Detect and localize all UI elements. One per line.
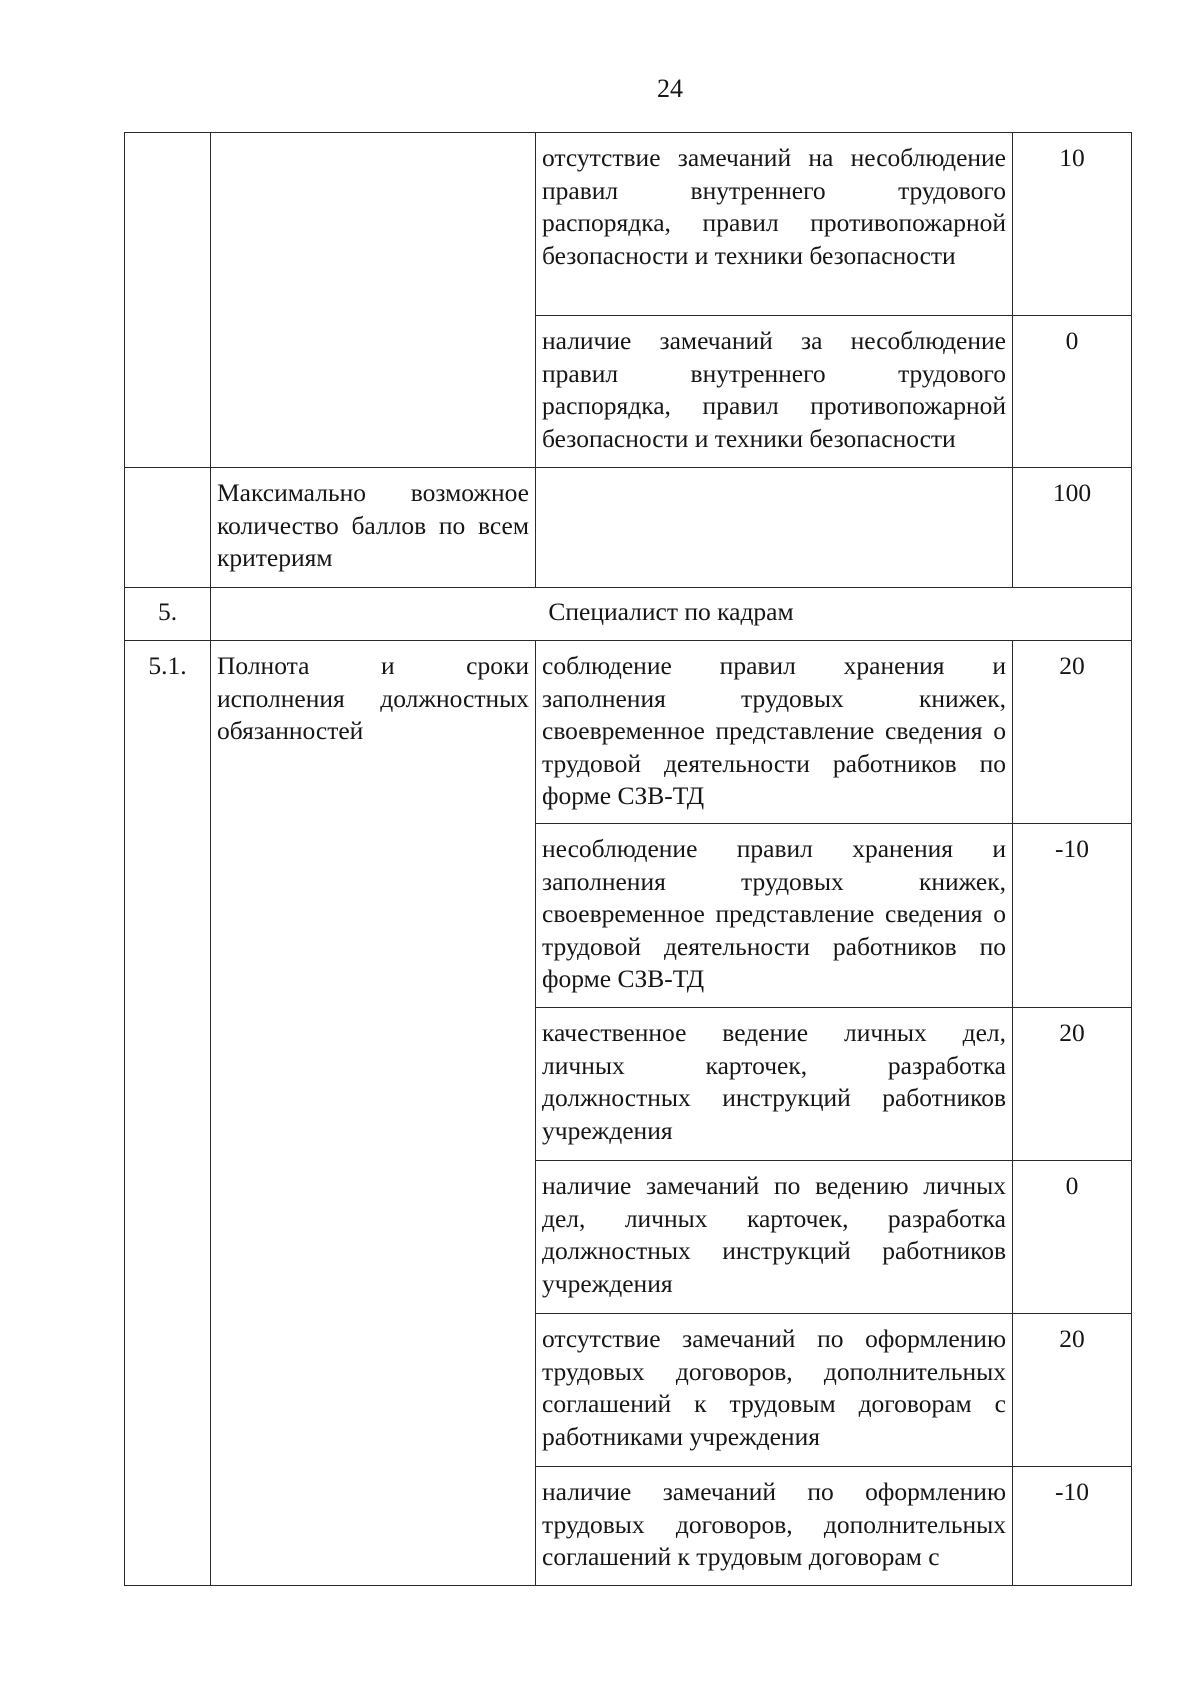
indicator-cell: отсутствие замечаний на несоблюдение правил внутреннего трудового распорядка, правил противопожарной безопасности и техники безопасности [536,133,1013,316]
indicator-cell: наличие замечаний за несоблюдение правил внутреннего трудового распорядка, правил противопожарной безопасности и техники безопасности [536,316,1013,468]
number-cell [125,468,211,588]
indicator-cell: несоблюдение правил хранения и заполнения трудовых книжек, своевременное представление сведения о трудовой деятельности работников по форме СЗВ-ТД [536,824,1013,1008]
score-cell: 20 [1013,641,1132,824]
score-cell: -10 [1013,824,1132,1008]
max-score-row [125,468,1132,588]
criterion-number: 5.1. [125,641,211,1586]
score-cell: 20 [1013,1008,1132,1161]
criterion-cell [211,133,536,468]
indicator-cell: соблюдение правил хранения и заполнения трудовых книжек, своевременное представление сведения о трудовой деятельности работников по форме СЗВ-ТД [536,641,1013,824]
section-title: Специалист по кадрам [211,588,1132,641]
section-row [125,588,1132,641]
criteria-table [124,132,1132,1586]
score-cell: -10 [1013,1467,1132,1586]
indicator-cell [536,468,1013,588]
indicator-cell: наличие замечаний по ведению личных дел, личных карточек, разработка должностных инструкций работников учреждения [536,1161,1013,1314]
indicator-cell: наличие замечаний по оформлению трудовых договоров, дополнительных соглашений к трудовым договорам с [536,1467,1013,1586]
section-number: 5. [125,588,211,641]
score-cell: 0 [1013,316,1132,468]
score-cell: 10 [1013,133,1132,316]
table-row [125,641,1132,824]
score-cell: 20 [1013,1314,1132,1467]
table-row [125,133,1132,316]
criterion-name: Полнота и сроки исполнения должностных обязанностей [211,641,536,1586]
max-score-value: 100 [1013,468,1132,588]
indicator-cell: качественное ведение личных дел, личных карточек, разработка должностных инструкций работников учреждения [536,1008,1013,1161]
indicator-cell: отсутствие замечаний по оформлению трудовых договоров, дополнительных соглашений к трудовым договорам с работниками учреждения [536,1314,1013,1467]
number-cell [125,133,211,468]
page-number: 24 [657,74,683,103]
score-cell: 0 [1013,1161,1132,1314]
max-score-label: Максимально возможное количество баллов по всем критериям [211,468,536,588]
